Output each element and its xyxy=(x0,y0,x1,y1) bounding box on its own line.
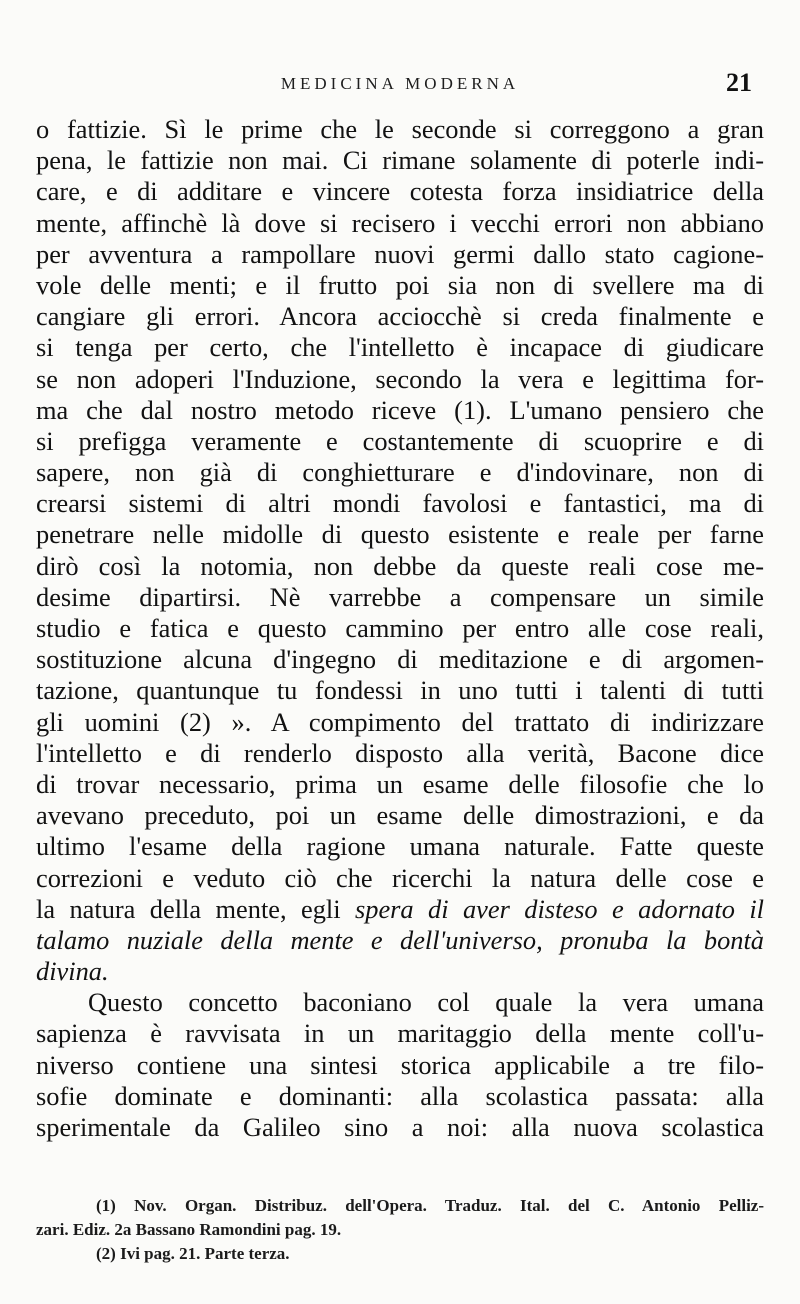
text-line: desime dipartirsi. Nè varrebbe a compensare un simile xyxy=(36,581,764,612)
text-line: sostituzione alcuna d'ingegno di meditazione e di argomen- xyxy=(36,644,764,675)
text-line: sofie dominate e dominanti: alla scolastica passata: alla xyxy=(36,1080,764,1111)
text-line-italic: talamo nuziale della mente e dell'universo, pronuba la bontà xyxy=(36,924,764,955)
text-line: ma che dal nostro metodo riceve (1). L'umano pensiero che xyxy=(36,394,764,425)
text-line: si prefigga veramente e costantemente di scuoprire e di xyxy=(36,425,764,456)
text-line: mente, affinchè là dove si recisero i vecchi errori non abbiano xyxy=(36,207,764,238)
footnotes xyxy=(36,1194,764,1266)
text-line: o fattizie. Sì le prime che le seconde si correggono a gran xyxy=(36,114,764,144)
text-line-italic: divina. xyxy=(36,956,109,987)
text-line: niverso contiene una sintesi storica applicabile a tre filo- xyxy=(36,1049,764,1080)
text-line: penetrare nelle midolle di questo esistente e reale per farne xyxy=(36,519,764,550)
text-line: studio e fatica e questo cammino per entro alle cose reali, xyxy=(36,613,764,643)
page-number: 21 xyxy=(726,68,752,97)
paragraph-start: Questo concetto baconiano col quale la vera umana xyxy=(88,987,764,1018)
text-line: l'intelletto e di renderlo disposto alla verità, Bacone dice xyxy=(36,737,764,768)
text-line: care, e di additare e vincere cotesta forza insidiatrice della xyxy=(36,176,764,207)
text-italic: spera di aver disteso e adornato il xyxy=(354,893,764,924)
text-line: sapienza è ravvisata in un maritaggio della mente coll'u- xyxy=(36,1018,764,1049)
footnote-2: (2) Ivi pag. 21. Parte terza. xyxy=(96,1244,290,1263)
text-line: tazione, quantunque tu fondessi in uno tutti i talenti di tutti xyxy=(36,675,764,706)
text-line: dirò così la notomia, non debbe da queste reali cose me- xyxy=(36,550,764,581)
page-header xyxy=(36,68,764,102)
running-head: MEDICINA MODERNA xyxy=(280,74,520,93)
body-text xyxy=(36,114,764,1143)
text-line: sapere, non già di conghietturare e d'indovinare, non di xyxy=(36,457,764,488)
text-plain: la natura della mente, egli xyxy=(36,893,355,924)
text-line: crearsi sistemi di altri mondi favolosi e fantastici, ma di xyxy=(36,488,764,519)
text-line: di trovar necessario, prima un esame delle filosofie che lo xyxy=(36,768,764,799)
text-line: correzioni e veduto ciò che ricerchi la natura delle cose e xyxy=(36,862,764,893)
text-line-mixed xyxy=(36,894,764,925)
text-line: se non adoperi l'Induzione, secondo la vera e legittima for- xyxy=(36,363,764,394)
text-line: pena, le fattizie non mai. Ci rimane solamente di poterle indi- xyxy=(36,145,764,176)
text-line: avevano preceduto, poi un esame delle dimostrazioni, e da xyxy=(36,800,764,831)
text-line: gli uomini (2) ». A compimento del trattato di indirizzare xyxy=(36,706,764,737)
footnote-1-continued: zari. Ediz. 2a Bassano Ramondini pag. 19. xyxy=(36,1220,342,1239)
text-line: ultimo l'esame della ragione umana naturale. Fatte queste xyxy=(36,831,764,862)
text-line: sperimentale da Galileo sino a noi: alla nuova scolastica xyxy=(36,1112,764,1142)
text-line: per avventura a rampollare nuovi germi dallo stato cagione- xyxy=(36,238,764,269)
text-line: si tenga per certo, che l'intelletto è incapace di giudicare xyxy=(36,332,764,363)
text-line: cangiare gli errori. Ancora acciocchè si creda finalmente e xyxy=(36,301,764,332)
text-line: vole delle menti; e il frutto poi sia non di svellere ma di xyxy=(36,269,764,300)
footnote-1: (1) Nov. Organ. Distribuz. dell'Opera. Traduz. Ital. del C. Antonio Pelliz- xyxy=(96,1196,764,1215)
